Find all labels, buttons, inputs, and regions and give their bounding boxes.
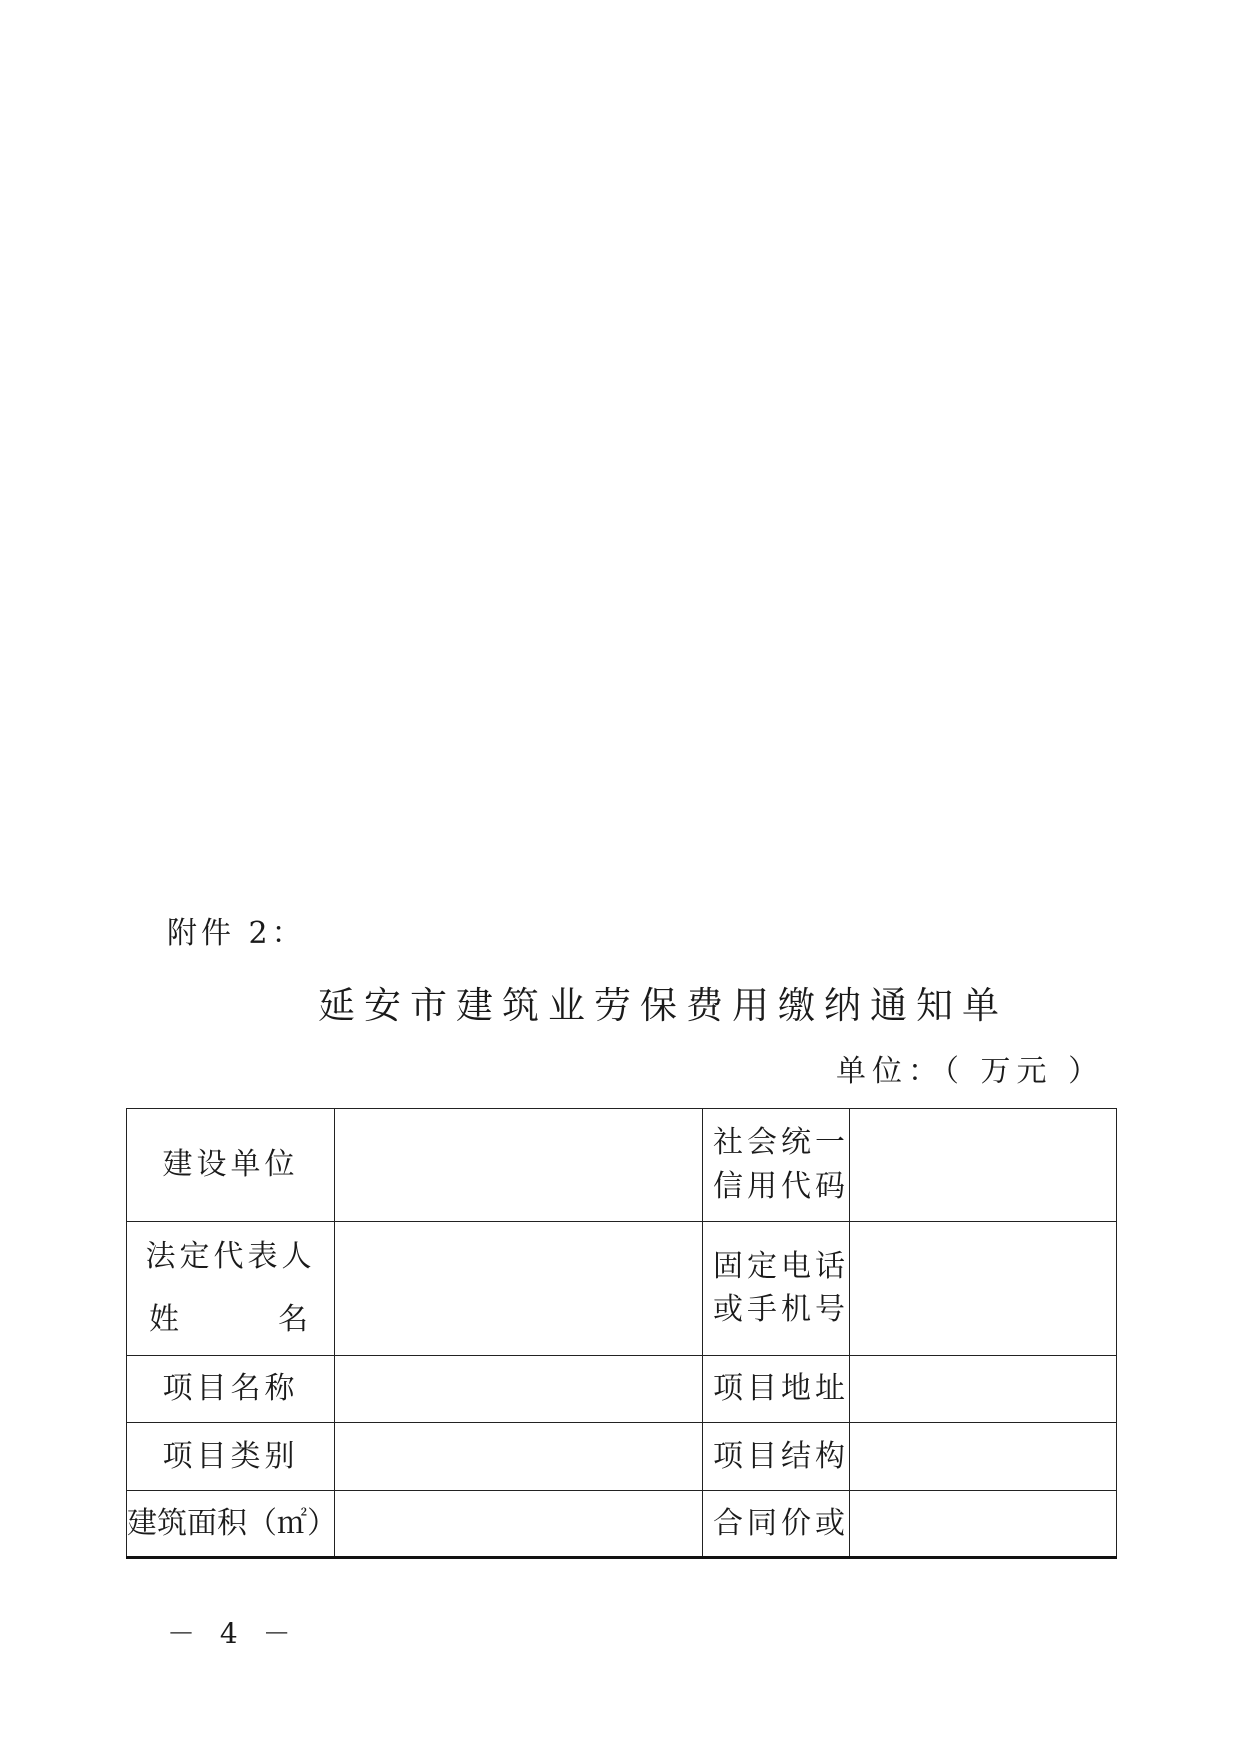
value-contract-price[interactable] (850, 1490, 1117, 1557)
table-row (127, 1109, 1117, 1222)
label-project-name: 项目名称 (127, 1356, 335, 1423)
page-number: － 4 － (167, 1617, 299, 1650)
value-project-name[interactable] (335, 1356, 703, 1423)
table-row (127, 1221, 1117, 1356)
label-credit-code-line1: 社会统一 (713, 1125, 849, 1161)
value-credit-code[interactable] (850, 1109, 1117, 1222)
unit-label: 单位：（ 万元 ） (836, 1054, 1105, 1089)
label-building-area: 建筑面积（㎡） (127, 1490, 335, 1557)
label-phone (703, 1221, 850, 1356)
document-title: 延安市建筑业劳保费用缴纳通知单 (318, 984, 1008, 1027)
value-building-area[interactable] (335, 1490, 703, 1557)
label-credit-code-line2: 信用代码 (713, 1168, 849, 1204)
value-project-structure[interactable] (850, 1423, 1117, 1490)
notice-form-table (126, 1108, 1117, 1559)
label-contract-price: 合同价或 (703, 1490, 850, 1557)
label-legal-rep-line2 (127, 1298, 334, 1342)
table-row (127, 1423, 1117, 1490)
attachment-label: 附件 2： (167, 916, 306, 951)
value-project-address[interactable] (850, 1356, 1117, 1423)
label-legal-representative (127, 1221, 335, 1356)
table-row (127, 1356, 1117, 1423)
label-project-category: 项目类别 (127, 1423, 335, 1490)
table-row (127, 1490, 1117, 1557)
label-project-structure: 项目结构 (703, 1423, 850, 1490)
label-phone-line2: 或手机号 (713, 1292, 849, 1328)
value-project-category[interactable] (335, 1423, 703, 1490)
value-legal-representative[interactable] (335, 1221, 703, 1356)
label-name-b: 名 (278, 1302, 312, 1338)
label-project-address: 项目地址 (703, 1356, 850, 1423)
label-phone-line1: 固定电话 (713, 1248, 849, 1284)
label-construction-unit: 建设单位 (127, 1109, 335, 1222)
label-name-a: 姓 (149, 1302, 183, 1338)
label-legal-rep-line1: 法定代表人 (145, 1238, 316, 1274)
value-phone[interactable] (850, 1221, 1117, 1356)
value-construction-unit[interactable] (335, 1109, 703, 1222)
label-credit-code (703, 1109, 850, 1222)
